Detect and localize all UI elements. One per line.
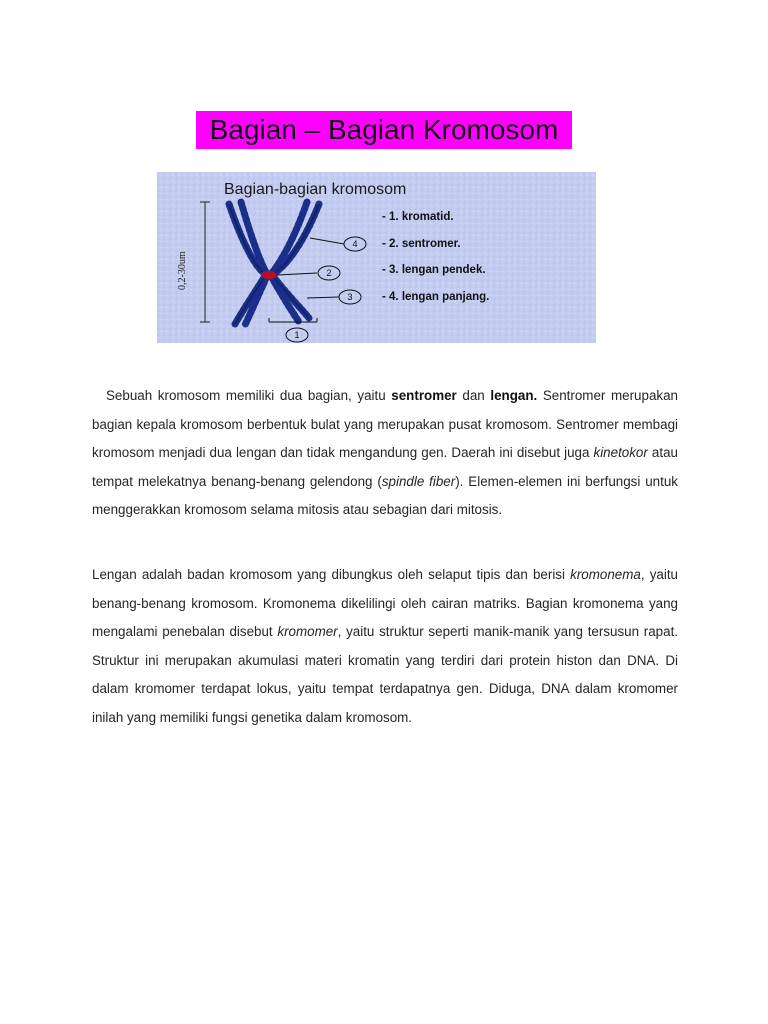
term-kinetokor: kinetokor (593, 445, 648, 460)
scale-label: 0,2-30um (177, 251, 188, 290)
paragraph-sentromer: Sebuah kromosom memiliki dua bagian, yaitu sentromer dan lengan. Sentromer merupakan bagian kepala kromosom berbentuk bulat yang merupakan pusat kromosom. Sentromer membagi kromosom menjadi dua lengan dan tidak mengandung gen. Daerah ini disebut juga kinetokor atau tempat melekatnya benang-benang gelendong (spindle fiber). Elemen-elemen ini berfungsi untuk menggerakkan kromosom selama mitosis atau sebagian dari mitosis. (92, 388, 678, 517)
term-kromonema: kromonema (570, 567, 641, 582)
figure-heading: Bagian-bagian kromosom (224, 181, 407, 198)
legend-sentromer: 2. sentromer. (389, 238, 461, 250)
svg-text:- 2. sentromer.: - 2. sentromer. (382, 238, 461, 250)
svg-text:- 3. lengan pendek.: - 3. lengan pendek. (382, 264, 486, 276)
term-kromomer: kromomer (277, 624, 338, 639)
legend-lengan-panjang: 4. lengan panjang. (389, 291, 490, 303)
term-spindle-fiber: spindle fiber (381, 473, 456, 489)
legend-lengan-pendek: 3. lengan pendek. (389, 264, 486, 276)
paragraph-lengan: Lengan adalah badan kromosom yang dibungkus oleh selaput tipis dan berisi kromonema, yaitu benang-benang kromosom. Kromonema dikelilingi oleh cairan matriks. Bagian kromonema yang mengalami penebalan disebut kromomer, yaitu struktur seperti manik-manik yang tersusun rapat. Struktur ini merupakan akumulasi materi kromatin yang terdiri dari protein histon dan DNA. Di dalam kromomer terdapat lokus, yaitu tempat terdapatnya gen. Diduga, DNA dalam kromomer inilah yang memiliki fungsi genetika dalam kromosom. (92, 567, 679, 725)
term-sentromer: sentromer (391, 388, 457, 403)
legend-kromatid: 1. kromatid. (389, 211, 454, 223)
callout-1: 1 (294, 330, 300, 340)
chromosome-figure (157, 172, 596, 343)
page-title: Bagian – Bagian Kromosom (196, 111, 572, 149)
chromosome-diagram (157, 172, 596, 343)
term-lengan: lengan. (490, 388, 538, 403)
centromere-mark (261, 271, 277, 279)
callout-3: 3 (347, 292, 353, 302)
svg-text:- 1. kromatid.: - 1. kromatid. (382, 211, 454, 223)
callout-4: 4 (352, 239, 358, 249)
callout-2: 2 (326, 268, 332, 278)
svg-text:- 4. lengan panjang.: - 4. lengan panjang. (382, 291, 490, 303)
